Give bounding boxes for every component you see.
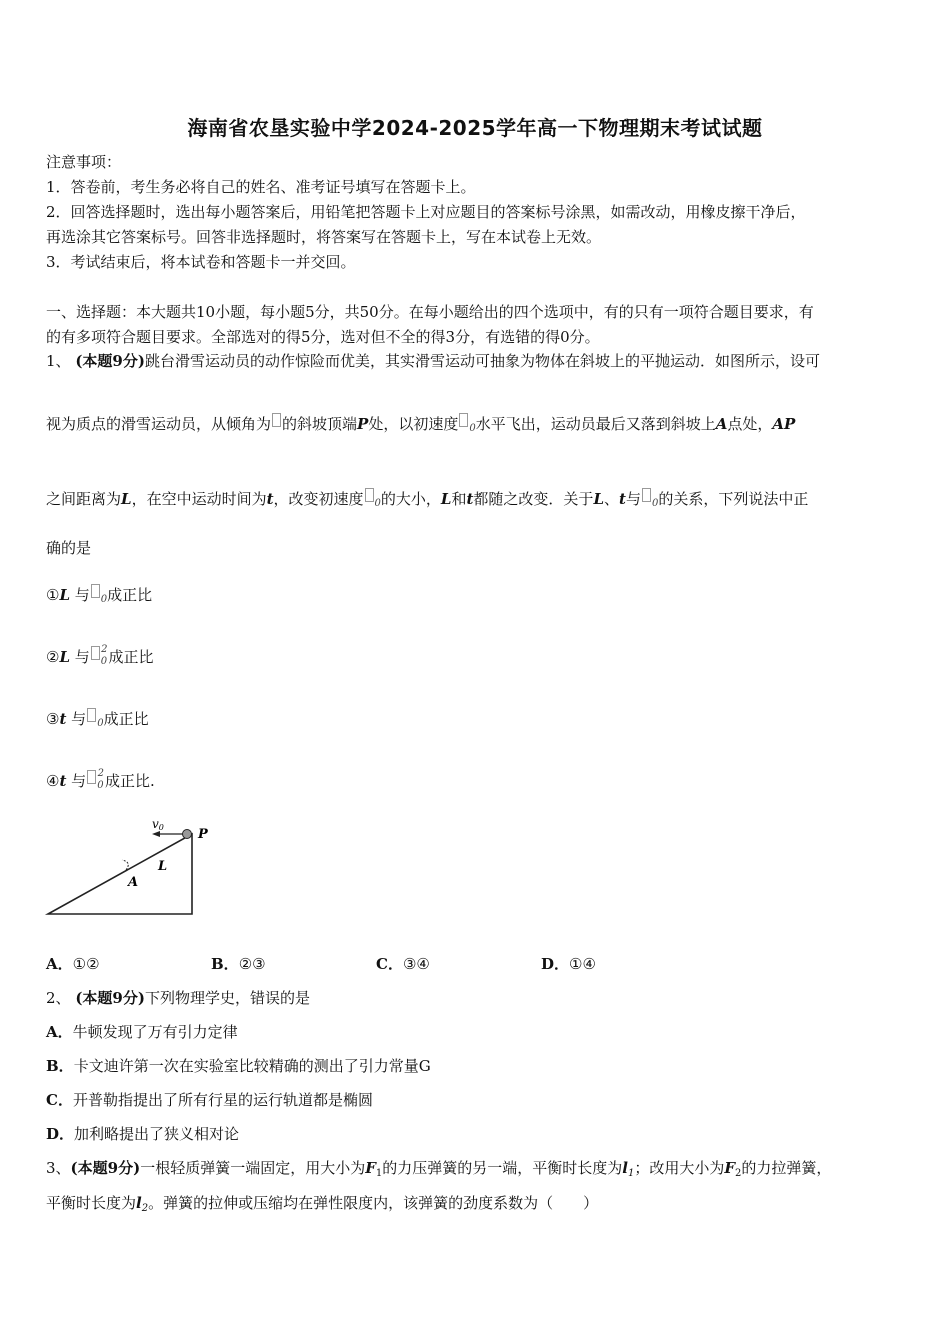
q3-points: (本题9分) xyxy=(70,1159,141,1177)
q1-text: 的关系，下列说法中正 xyxy=(658,490,809,508)
option-label: C． xyxy=(46,1091,73,1109)
subscript: 0 xyxy=(100,656,108,667)
subscript: 2 xyxy=(141,1203,149,1214)
theta-symbol-icon xyxy=(272,413,281,427)
subscript: 0 xyxy=(97,780,104,791)
subscript: 1 xyxy=(627,1168,635,1179)
q1-var: A xyxy=(715,415,728,433)
q1-var: t xyxy=(466,490,474,508)
superscript: 2 xyxy=(97,768,104,779)
option-text: 卡文迪许第一次在实验室比较精确的测出了引力常量G xyxy=(73,1057,431,1075)
q1-var: t xyxy=(619,490,626,508)
q1-text: 、 xyxy=(603,490,619,508)
statement-text: 与 xyxy=(71,710,87,728)
q3-line2 xyxy=(46,1193,598,1219)
angle-arc-icon xyxy=(122,860,128,870)
q1-var: P xyxy=(357,415,369,433)
subscript: 1 xyxy=(375,1168,383,1179)
option-label: D． xyxy=(46,1125,75,1143)
q3-text: 平衡时长度为 xyxy=(46,1194,137,1212)
statement-mark: ② xyxy=(46,648,60,666)
label-A: A xyxy=(128,875,139,890)
q3-var: l xyxy=(622,1159,628,1177)
statement-var: t xyxy=(59,710,67,728)
q2-option-a[interactable] xyxy=(46,1022,238,1042)
statement-mark: ④ xyxy=(46,772,60,790)
incline-triangle xyxy=(48,834,192,914)
q1-statement-1 xyxy=(46,584,152,610)
choice-text: ③④ xyxy=(402,955,430,973)
notice-item: 1．答卷前，考生务必将自己的姓名、准考证号填写在答题卡上。 xyxy=(46,178,476,196)
v-symbol-icon xyxy=(459,413,468,427)
choice-text: ①④ xyxy=(569,955,596,973)
q2-stem xyxy=(46,988,310,1008)
q1-text: 都随之改变．关于 xyxy=(473,490,594,508)
choice-label: A． xyxy=(46,955,73,973)
q3-line1 xyxy=(46,1158,831,1184)
statement-text: 与 xyxy=(74,648,90,666)
subscript: 0 xyxy=(100,594,108,605)
q3-number: 3、 xyxy=(46,1159,71,1177)
section-instructions: 一、选择题：本大题共10小题，每小题5分，共50分。在每小题给出的四个选项中，有的只有一项符合题目要求，有 xyxy=(46,303,814,321)
q1-statement-2 xyxy=(46,646,154,672)
label-P: P xyxy=(198,827,208,842)
q3-text: 。弹簧的拉伸或压缩均在弹性限度内，该弹簧的劲度系数为（ ） xyxy=(148,1194,599,1212)
subscript: 0 xyxy=(97,718,104,729)
statement-text: 与 xyxy=(74,586,90,604)
option-label: A． xyxy=(46,1023,73,1041)
notice-item: 3．考试结束后，将本试卷和答题卡一并交回。 xyxy=(46,253,356,271)
q1-line3 xyxy=(46,488,808,514)
q1-text: 跳台滑雪运动员的动作惊险而优美，其实滑雪运动可抽象为物体在斜坡上的平抛运动．如图所示，设可 xyxy=(144,352,820,370)
statement-text: 成正比. xyxy=(104,772,155,790)
q3-text: 的力拉弹簧， xyxy=(741,1159,832,1177)
notice-item: 再选涂其它答案标号。回答非选择题时，将答案写在答题卡上，写在本试卷上无效。 xyxy=(46,228,602,246)
v-symbol-icon xyxy=(642,488,651,502)
q1-text: 水平飞出，运动员最后又落到斜坡上 xyxy=(475,415,716,433)
q1-statement-3 xyxy=(46,708,149,734)
label-v0: v0 xyxy=(152,817,164,832)
q1-text: ，改变初速度 xyxy=(273,490,364,508)
q1-text: 和 xyxy=(451,490,467,508)
q3-var: F xyxy=(724,1159,735,1177)
statement-var: t xyxy=(59,772,67,790)
v-symbol-icon xyxy=(87,708,96,722)
choice-text: ①② xyxy=(72,955,100,973)
q1-text: 之间距离为 xyxy=(46,490,122,508)
choice-c[interactable] xyxy=(376,954,430,974)
q1-points: (本题9分) xyxy=(75,352,145,370)
choice-label: C． xyxy=(376,955,403,973)
statement-text: 成正比 xyxy=(107,586,153,604)
v-symbol-icon xyxy=(87,770,96,784)
q3-text: 一根轻质弹簧一端固定，用大小为 xyxy=(140,1159,366,1177)
v-symbol-icon xyxy=(91,584,100,598)
q1-line1 xyxy=(46,351,820,371)
statement-text: 成正比 xyxy=(103,710,149,728)
q2-option-c[interactable] xyxy=(46,1090,373,1110)
notice-item: 2．回答选择题时，选出每小题答案后，用铅笔把答题卡上对应题目的答案标号涂黑，如需改动，用橡皮擦干净后， xyxy=(46,203,806,221)
subscript: 2 xyxy=(735,1168,742,1179)
q1-var: L xyxy=(593,490,604,508)
choice-text: ②③ xyxy=(238,955,266,973)
statement-mark: ① xyxy=(46,586,60,604)
statement-text: 与 xyxy=(71,772,87,790)
choice-d[interactable] xyxy=(541,954,596,974)
q1-line2 xyxy=(46,413,795,439)
choice-label: B． xyxy=(211,955,239,973)
q1-var: t xyxy=(266,490,274,508)
q1-text: 处，以初速度 xyxy=(368,415,459,433)
q1-text: 与 xyxy=(625,490,641,508)
q1-var: AP xyxy=(772,415,796,433)
q1-var: L xyxy=(440,490,452,508)
incline-figure xyxy=(40,810,230,920)
choice-b[interactable] xyxy=(211,954,266,974)
q1-text: 的大小， xyxy=(380,490,441,508)
choice-label: D． xyxy=(541,955,570,973)
skier-ball-icon xyxy=(183,830,192,839)
option-text: 牛顿发现了万有引力定律 xyxy=(72,1023,238,1041)
q1-text: ，在空中运动时间为 xyxy=(131,490,267,508)
superscript: 2 xyxy=(101,644,108,655)
q2-option-b[interactable] xyxy=(46,1056,431,1076)
option-label: B． xyxy=(46,1057,74,1075)
q1-text: 的斜坡顶端 xyxy=(282,415,358,433)
statement-var: L xyxy=(59,586,70,604)
q2-points: (本题9分) xyxy=(75,989,145,1007)
option-text: 开普勒指提出了所有行星的运行轨道都是椭圆 xyxy=(72,1091,373,1109)
q2-option-d[interactable] xyxy=(46,1124,239,1144)
q2-text: 下列物理学史，错误的是 xyxy=(144,989,310,1007)
label-L: L xyxy=(158,859,168,874)
section-instructions: 的有多项符合题目要求。全部选对的得5分，选对但不全的得3分，有选错的得0分。 xyxy=(46,328,600,346)
v-symbol-icon xyxy=(365,488,374,502)
q3-var: l xyxy=(136,1194,142,1212)
v-symbol-icon xyxy=(91,646,100,660)
q1-line4: 确的是 xyxy=(46,539,92,557)
q3-text: ；改用大小为 xyxy=(634,1159,725,1177)
subscript: 0 xyxy=(469,423,476,434)
notice-heading: 注意事项： xyxy=(46,153,122,171)
q3-var: F xyxy=(365,1159,376,1177)
statement-text: 成正比 xyxy=(108,648,154,666)
option-text: 加利略提出了狭义相对论 xyxy=(74,1125,240,1143)
statement-var: L xyxy=(59,648,70,666)
page-title: 海南省农垦实验中学2024-2025学年高一下物理期末考试试题 xyxy=(187,116,763,140)
subscript: 0 xyxy=(374,498,381,509)
q1-statement-4 xyxy=(46,770,155,796)
q1-text: 点处， xyxy=(727,415,773,433)
statement-mark: ③ xyxy=(46,710,60,728)
q1-var: L xyxy=(121,490,132,508)
subscript: 0 xyxy=(651,498,659,509)
q3-text: 的力压弹簧的另一端，平衡时长度为 xyxy=(382,1159,623,1177)
q1-text: 视为质点的滑雪运动员，从倾角为 xyxy=(46,415,272,433)
q1-number: 1、 xyxy=(46,352,71,370)
choice-a[interactable] xyxy=(46,954,100,974)
q2-number: 2、 xyxy=(46,989,71,1007)
